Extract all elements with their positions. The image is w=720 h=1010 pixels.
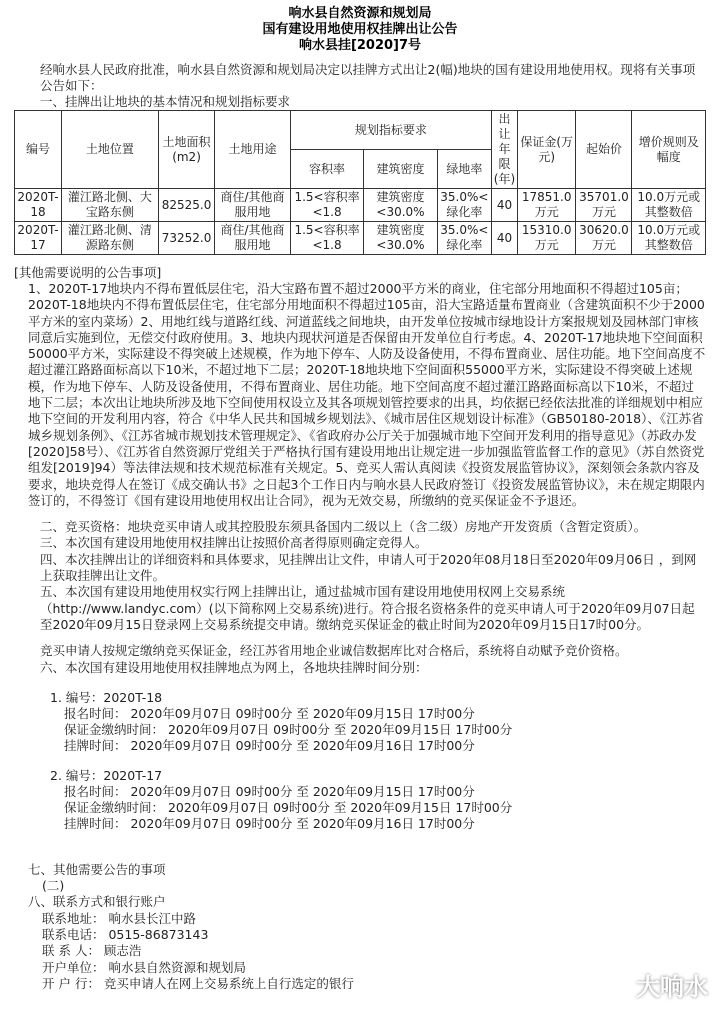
contact-person: 联 系 人： 顾志浩 bbox=[42, 943, 142, 959]
col-increment: 增价规则及幅度 bbox=[632, 111, 706, 189]
cell-far: 1.5<容积率<1.8 bbox=[290, 189, 363, 222]
announcement-title: 国有建设用地使用权挂牌出让公告 bbox=[262, 22, 458, 37]
section-5b: 竞买申请人按规定缴纳竞买保证金，经江苏省用地企业诚信数据库比对合格后，系统将自动赋予竞价资格。 bbox=[40, 643, 628, 659]
deposit-time: 保证金缴纳时间： 2020年09月07日 09时00分 至 2020年09月15日 17时00分 bbox=[64, 721, 513, 737]
cell-use: 商住/其他商服用地 bbox=[215, 189, 291, 222]
intro-paragraph: 经响水县人民政府批准，响水县自然资源和规划局决定以挂牌方式出让2(幅)地块的国有建设用地使用权。现将有关事项公告如下： bbox=[40, 62, 696, 93]
section-7: 七、其他需要公告的事项 bbox=[28, 861, 166, 877]
cell-start-price: 30620.0万元 bbox=[576, 222, 632, 255]
account-unit: 开户单位： 响水县自然资源和规划局 bbox=[42, 959, 246, 975]
contact-address: 联系地址： 响水县长江中路 bbox=[42, 910, 196, 926]
table-row bbox=[15, 189, 706, 222]
section-2: 二、竞买资格：地块竞买申请人或其控股股东须具备国内二级以上（含二级）房地产开发资质（含暂定资质）。 bbox=[40, 519, 647, 535]
cell-density: 建筑密度<30.0% bbox=[364, 222, 437, 255]
col-start-price: 起始价 bbox=[576, 111, 632, 189]
cell-far: 1.5<容积率<1.8 bbox=[290, 222, 363, 255]
schedule-title: 2. 编号：2020T-17 bbox=[50, 767, 163, 783]
section-6: 六、本次国有建设用地使用权挂牌地点为网上，各地块挂牌时间分别： bbox=[40, 659, 428, 675]
listing-time: 挂牌时间： 2020年09月07日 09时00分 至 2020年09月16日 17时00分 bbox=[64, 815, 475, 831]
col-far: 容积率 bbox=[290, 150, 363, 189]
section-3: 三、本次国有建设用地使用权挂牌出让按照价高者得原则确定竞得人。 bbox=[40, 535, 428, 551]
cell-density: 建筑密度<30.0% bbox=[364, 189, 437, 222]
cell-no: 2020T-18 bbox=[15, 189, 62, 222]
schedule-block-2 bbox=[0, 768, 720, 832]
cell-area: 73252.0 bbox=[158, 222, 214, 255]
watermark-logo: 大响水 bbox=[636, 973, 708, 1001]
cell-years: 40 bbox=[492, 222, 518, 255]
account-bank: 开 户 行： 竞买申请人在网上交易系统上自行选定的银行 bbox=[42, 975, 354, 991]
cell-years: 40 bbox=[492, 189, 518, 222]
col-green: 绿地率 bbox=[437, 150, 491, 189]
col-density: 建筑密度 bbox=[364, 150, 437, 189]
issuer-title: 响水县自然资源和规划局 bbox=[288, 6, 432, 21]
contact-phone: 联系电话： 0515-86873143 bbox=[42, 927, 209, 943]
other-notes-title: [其他需要说明的公告事项] bbox=[14, 265, 162, 280]
cell-location: 灌江路北侧、大宝路东侧 bbox=[61, 189, 158, 222]
section-5: 五、本次国有建设用地使用权实行网上挂牌出让，通过盐城市国有建设用地使用权网上交易系统（http://www.landyc.com）(以下简称网上交易系统)进行。符合报名资格条件的竞买申请人可于2020年09月07日起至2020年09月15日登录网上交易系统提交申请。缴纳竞买保证金的截止时间为2020年09月15日17时00分。 bbox=[40, 584, 695, 632]
cell-area: 82525.0 bbox=[158, 189, 214, 222]
col-plan: 规划指标要求 bbox=[290, 111, 491, 150]
cell-start-price: 35701.0万元 bbox=[576, 189, 632, 222]
announcement-header bbox=[0, 0, 720, 54]
col-use: 土地用途 bbox=[215, 111, 291, 189]
cell-no: 2020T-17 bbox=[15, 222, 62, 255]
deposit-time: 保证金缴纳时间： 2020年09月07日 09时00分 至 2020年09月15日 17时00分 bbox=[64, 799, 513, 815]
cell-increment: 10.0万元或其整数倍 bbox=[632, 222, 706, 255]
col-area: 土地面积(m2) bbox=[158, 111, 214, 189]
cell-location: 灌江路北侧、清源路东侧 bbox=[61, 222, 158, 255]
document-number: 响水县挂[2020]7号 bbox=[298, 38, 422, 53]
cell-deposit: 15310.0万元 bbox=[517, 222, 576, 255]
signup-time: 报名时间： 2020年09月07日 09时00分 至 2020年09月15日 17时00分 bbox=[64, 783, 475, 799]
cell-use: 商住/其他商服用地 bbox=[215, 222, 291, 255]
listing-time: 挂牌时间： 2020年09月07日 09时00分 至 2020年09月16日 17时00分 bbox=[64, 737, 475, 753]
section-7-item: (二) bbox=[42, 878, 65, 894]
parcel-table bbox=[14, 110, 706, 255]
col-no: 编号 bbox=[15, 111, 62, 189]
table-row bbox=[15, 222, 706, 255]
cell-deposit: 17851.0万元 bbox=[517, 189, 576, 222]
schedule-block-1 bbox=[0, 690, 720, 754]
cell-green: 35.0%<绿化率 bbox=[437, 189, 491, 222]
col-location: 土地位置 bbox=[61, 111, 158, 189]
col-years: 出让年限(年) bbox=[492, 111, 518, 189]
col-deposit: 保证金(万元) bbox=[517, 111, 576, 189]
section-8: 八、联系方式和银行账户 bbox=[28, 894, 166, 910]
other-notes-body: 1、2020T-17地块内不得布置低层住宅，沿大宝路布置不超过2000平方米的商业，住宅部分用地面积不得超过105亩；2020T-18地块内不得布置低层住宅，住宅部分用地面积不得超过105亩，沿大宝路适量布置商业（含建筑面积不少于2000平方米的室内菜场）2、用地红线与道路红线、河道蓝线之间地块，由开发单位按城市绿地设计方案报规划及园林部门审核同意后实施到位，无偿交付政府使用。3、地块内现状河道是否保留由开发单位自行考虑。4、2020T-17地块地下空间面积50000平方米，实际建设不得突破上述规模，作为地下停车、人防及设备使用，不得布置商业、居住功能。地下空间高度不超过灌江路路面标高以下10米，不超过地下二层；2020T-18地块地下空间面积55000平方米，实际建设不得突破上述规模，作为地下停车、人防及设备使用，不得布置商业、居住功能。地下空间高度不超过灌江路路面标高以下10米，不超过地下二层；本次出让地块所涉及地下空间使用权设立及其各项规划管控要求的出具，均依据已经依法批准的详细规划中相应地下空间的开发利用内容，符合《中华人民共和国城乡规划法》、《城市居住区规划设计标准》（GB50180-2018）、《江苏省城乡规划条例》、《江苏省城市规划技术管理规定》、《省政府办公厅关于加强城市地下空间开发利用的指导意见》（苏政办发[2020]58号）、《江苏省自然资源厅党组关于严格执行国有建设用地出让规定进一步加强监管监督工作的意见》（苏自然资党组发[2019]94）等法律法规和技术规范标准有关规定。5、竞买人需认真阅读《投资发展监管协议》，深刻领会条款内容及要求，地块竞得人在签订《成交确认书》之日起3个工作日内与响水县人民政府签订《投资发展监管协议》，未在规定期限内签订的，不得签订《国有建设用地使用权出让合同》，视为无效交易，所缴纳的竞买保证金不予退还。 bbox=[28, 281, 706, 508]
signup-time: 报名时间： 2020年09月07日 09时00分 至 2020年09月15日 17时00分 bbox=[64, 705, 475, 721]
section-4: 四、本次挂牌出让的详细资料和具体要求，见挂牌出让文件，申请人可于2020年08月18日至2020年09月06日 ，到网上获取挂牌出让文件。 bbox=[40, 551, 697, 584]
cell-green: 35.0%<绿化率 bbox=[437, 222, 491, 255]
cell-increment: 10.0万元或其整数倍 bbox=[632, 189, 706, 222]
schedule-title: 1. 编号：2020T-18 bbox=[50, 689, 163, 705]
section-1-heading: 一、挂牌出让地块的基本情况和规划指标要求 bbox=[40, 94, 291, 109]
